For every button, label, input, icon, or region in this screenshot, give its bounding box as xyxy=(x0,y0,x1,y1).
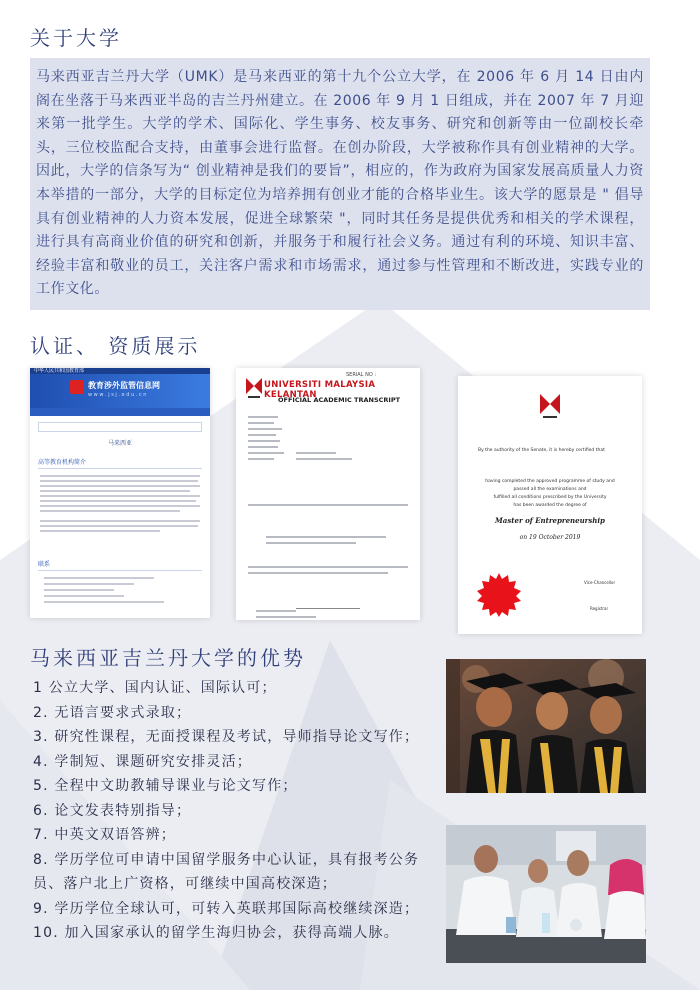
certificate-line-4: has been awarded the degree of xyxy=(513,503,587,508)
moe-logo-icon xyxy=(70,380,84,394)
moe-search-bar xyxy=(38,422,202,432)
certificate-authority-line: By the authority of the Senate, it is hereby certified that xyxy=(478,448,605,453)
certificate-date: on 19 October 2019 xyxy=(519,534,581,541)
transcript-serial: SERIAL NO : xyxy=(346,372,377,378)
certificate-conditions xyxy=(458,478,642,510)
about-body: 马来西亚吉兰丹大学（UMK）是马来西亚的第十九个公立大学，在 2006 年 6 月 14 日由内阁在坐落于马来西亚半岛的吉兰丹州建立。在 2006 年 9 月 1 日组成，并在 2007 年 7 月迎来第一批学生。大学的学术、国际化、学生事务、校友事务、研究和创新等由一位副校长牵头，三位校监配合支持，由董事会进行监督。在创办阶段，大学被称作具有创业精神的大学。因此，大学的信条写为“ 创业精神是我们的要旨”，相应的，作为政府为国家发展高质量人力资本举措的一部分，大学的目标定位为培养拥有创业才能的合格毕业生。该大学的愿景是 " 倡导具有创业精神的人力资本发展，促进全球繁荣 "，同时其任务是提供优秀和相关的学术课程，进行具有高商业价值的研究和创新，并服务于和履行社会义务。通过有利的环境、知识丰富、经验丰富和敬业的员工，关注客户需求和市场需求，通过参与性管理和不断改进，实践专业的工作文化。 xyxy=(36,69,644,298)
advantage-item: 7. 中英文双语答辨； xyxy=(33,827,177,843)
advantage-item: 4. 学制短、课题研究安排灵活； xyxy=(33,753,253,770)
moe-website-certificate xyxy=(30,368,210,618)
advantage-item: 5. 全程中文助教辅导课业与论文写作； xyxy=(33,778,298,794)
moe-intro-text-lines xyxy=(30,473,210,553)
advantages-title: 马来西亚吉兰丹大学的优势 xyxy=(30,646,306,670)
moe-banner xyxy=(30,374,210,408)
certificate-line-2: passed all the examinations and xyxy=(513,487,587,492)
signature-registrar: Registrar xyxy=(590,606,609,611)
moe-section-contact: 联系 xyxy=(38,559,202,571)
signature-vice-chancellor: Vice-Chancellor xyxy=(584,580,616,585)
about-box xyxy=(30,58,650,310)
advantage-item: 8. 学历学位可申请中国留学服务中心认证，具有报考公务员、落户北上广资格，可继续中国高校深造； xyxy=(33,851,420,892)
moe-site-url: w w w . j s j . e d u . c n xyxy=(88,392,147,398)
moe-contact-text-lines xyxy=(30,575,210,615)
about-title: 关于大学 xyxy=(30,26,122,50)
laboratory-photo xyxy=(446,825,646,963)
advantage-item: 2. 无语言要求式录取； xyxy=(33,704,192,721)
advantage-item: 1 公立大学、国内认证、国际认可； xyxy=(33,680,277,696)
transcript-title: OFFICIAL ACADEMIC TRANSCRIPT xyxy=(278,396,401,404)
certificate-line-3: fulfilled all conditions prescribed by the University xyxy=(493,495,607,500)
moe-site-name: 教育涉外监管信息网 xyxy=(88,381,160,390)
certifications-title: 认证、 资质展示 xyxy=(30,334,201,358)
graduates-illustration xyxy=(446,659,646,793)
red-seal-icon xyxy=(476,572,522,618)
moe-topbar: 中华人民共和国教育部 xyxy=(30,368,210,374)
academic-transcript xyxy=(236,368,420,620)
umk-crest-icon-2 xyxy=(538,392,562,422)
transcript-body-lines xyxy=(236,412,420,618)
laboratory-illustration xyxy=(446,825,646,963)
certificate-line-1: having completed the approved programme of study and xyxy=(485,479,615,484)
moe-country-label: 马来西亚 xyxy=(107,440,132,447)
advantage-item: 3. 研究性课程，无面授课程及考试，导师指导论文写作； xyxy=(33,729,420,745)
transcript-university-name: UNIVERSITI MALAYSIA KELANTAN xyxy=(264,380,376,400)
degree-certificate xyxy=(458,376,642,634)
graduates-photo xyxy=(446,659,646,793)
moe-nav-bar xyxy=(30,408,210,416)
advantage-item: 10. 加入国家承认的留学生海归协会，获得高端人脉。 xyxy=(33,925,399,941)
advantage-item: 6. 论文发表特别指导； xyxy=(33,802,192,819)
advantages-list xyxy=(33,676,443,946)
certificate-degree: Master of Entrepreneurship xyxy=(495,516,605,525)
umk-crest-icon xyxy=(244,376,264,402)
moe-section-intro: 高等教育机构简介 xyxy=(38,457,202,469)
advantage-item: 9. 学历学位全球认可，可转入英联邦国际高校继续深造； xyxy=(33,900,420,917)
